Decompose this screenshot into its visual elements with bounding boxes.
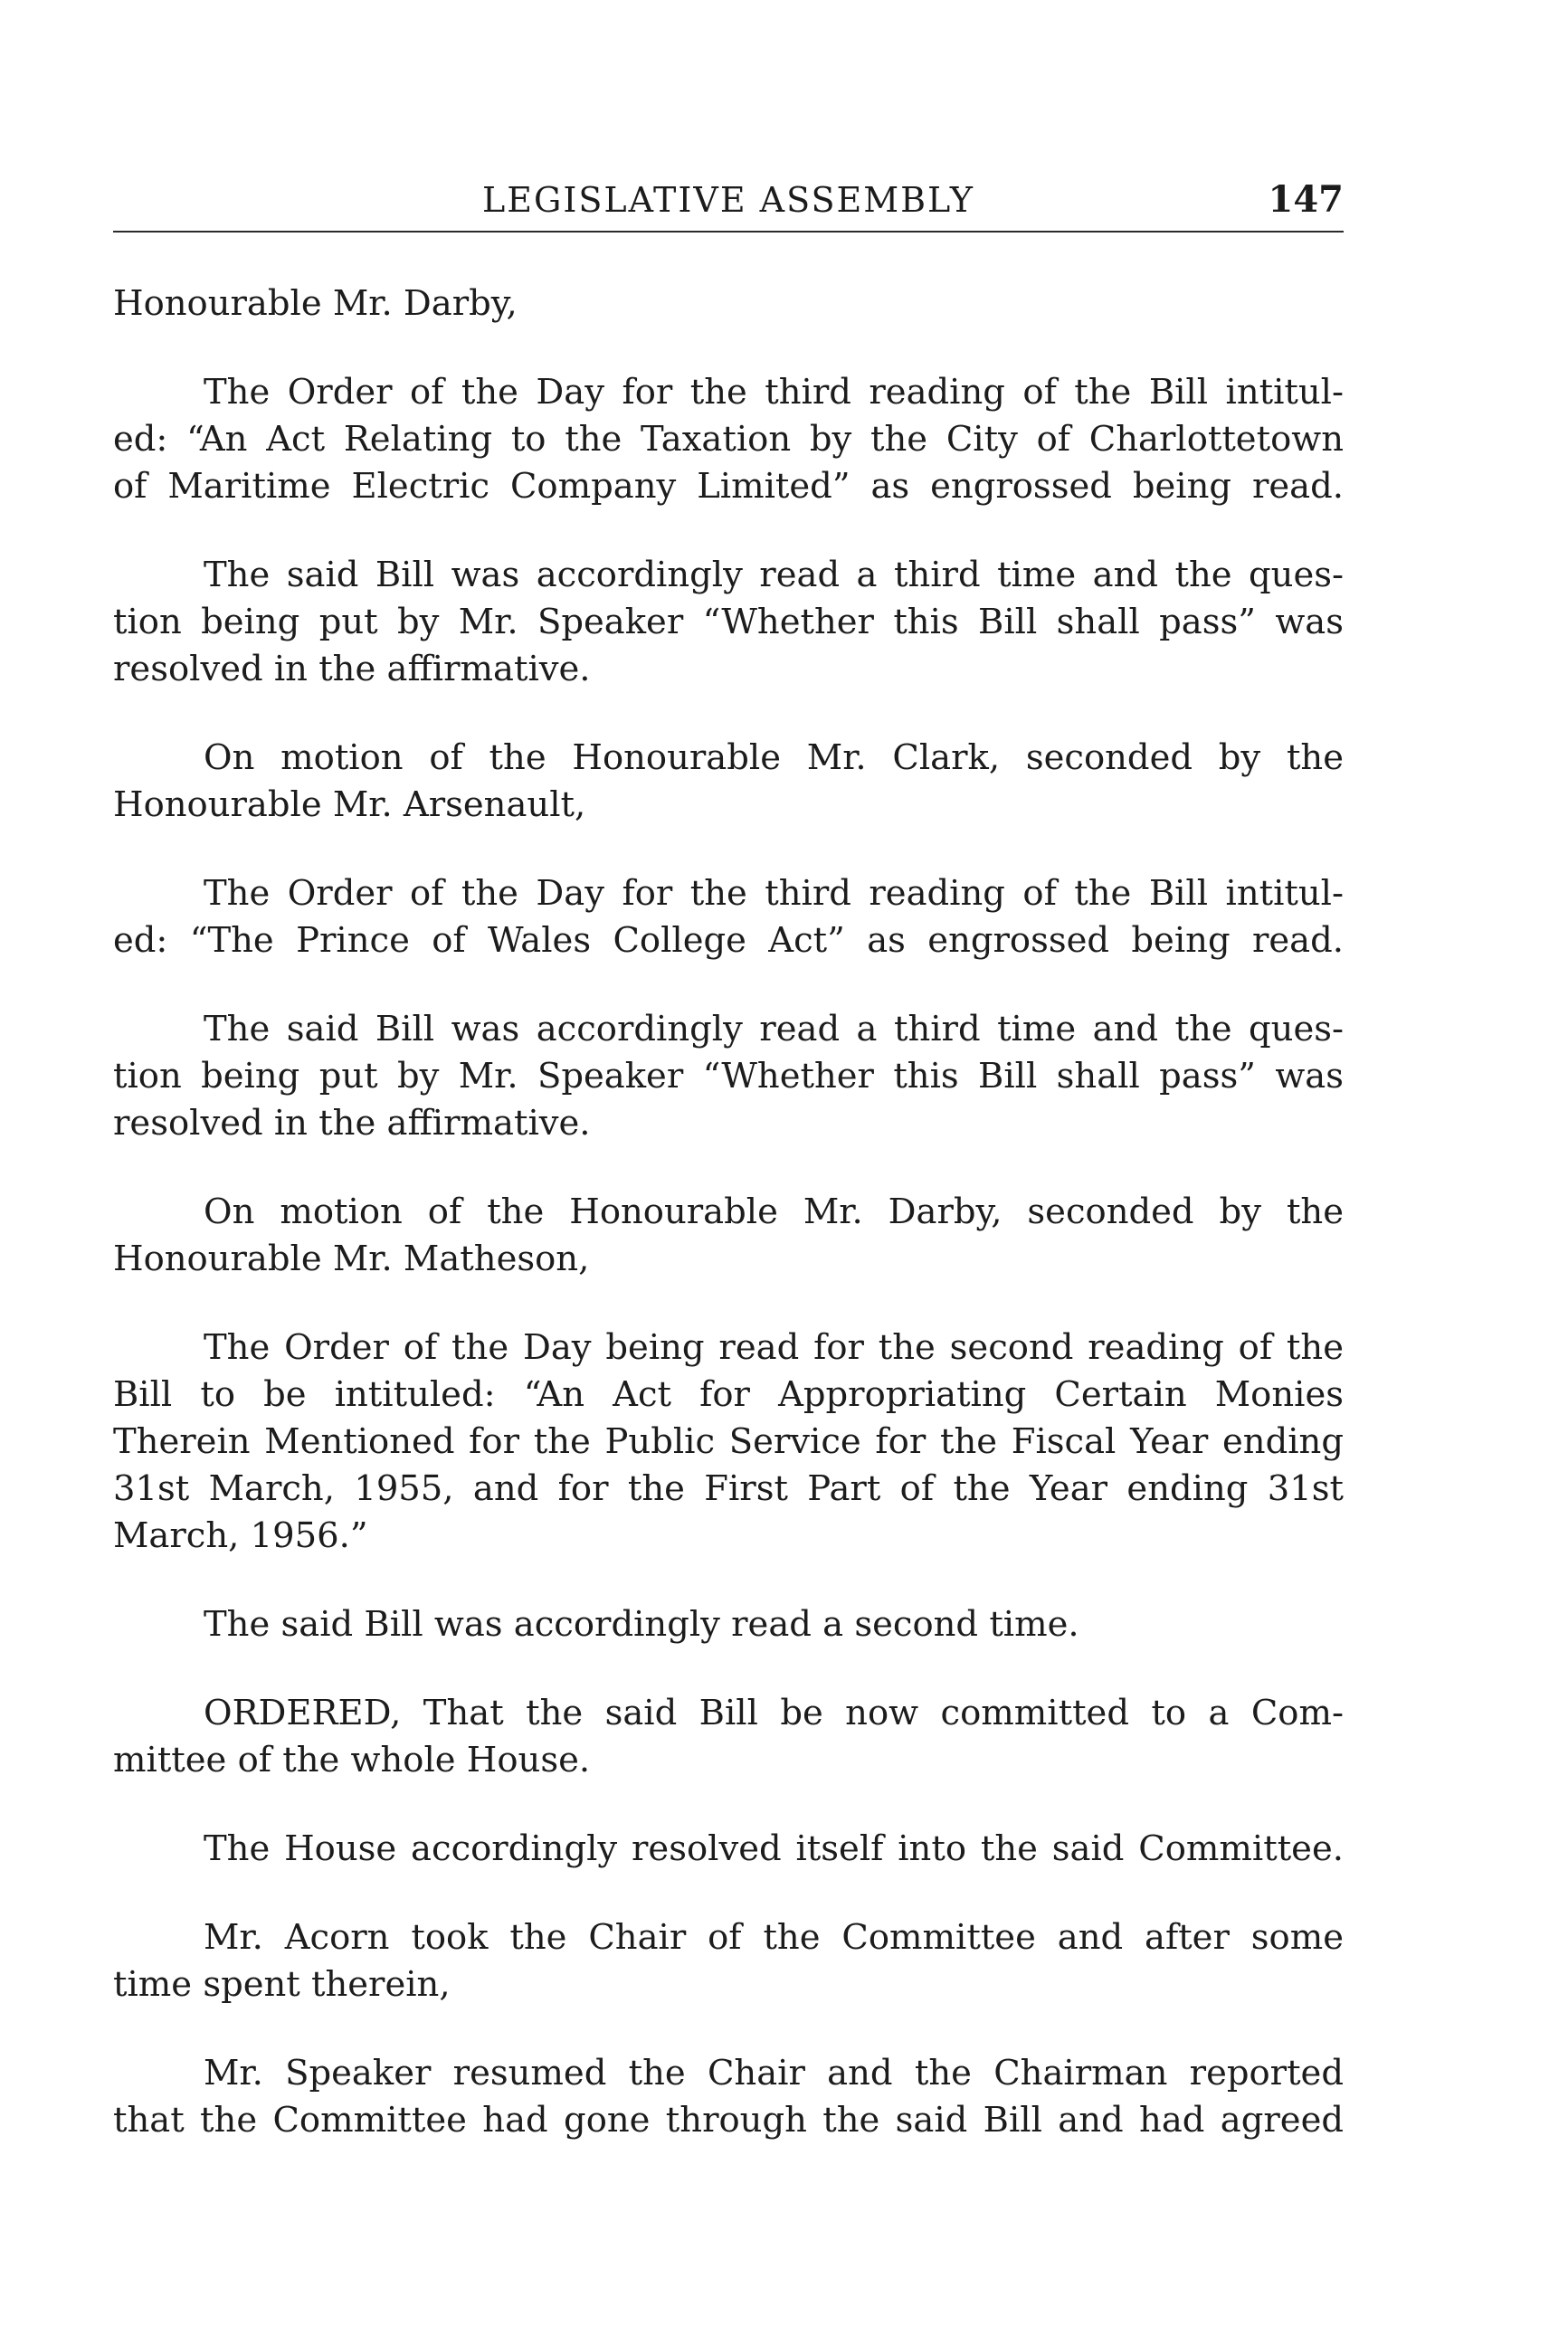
body-text [113,280,1344,2186]
text-line: March, 1956.” [113,1515,368,1556]
text-line: The said Bill was accordingly read a third time and the ques- [204,1009,1344,1049]
paragraph [113,280,1344,328]
running-head: LEGISLATIVE ASSEMBLY [482,180,974,220]
text-line: Mr. Speaker resumed the Chair and the Chairman reported [204,2053,1344,2093]
text-line: mittee of the whole House. [113,1740,591,1780]
text-line: On motion of the Honourable Mr. Clark, seconded by the [204,737,1344,778]
text-line: tion being put by Mr. Speaker “Whether this Bill shall pass” was [113,602,1344,642]
text-line: Honourable Mr. Matheson, [113,1239,590,1279]
text-line: On motion of the Honourable Mr. Darby, seconded by the [204,1191,1344,1232]
text-line: Honourable Mr. Arsenault, [113,784,586,825]
paragraph [113,1690,1344,1784]
text-line: Therein Mentioned for the Public Service for the Fiscal Year ending [113,1421,1344,1462]
text-line: resolved in the affirmative. [113,1103,591,1144]
text-line: The Order of the Day for the third reading of the Bill intitul- [204,873,1344,914]
text-line: ed: “An Act Relating to the Taxation by the City of Charlottetown [113,419,1344,460]
paragraph [113,735,1344,829]
text-line: 31st March, 1955, and for the First Part of the Year ending 31st [113,1468,1344,1509]
text-line: Bill to be intituled: “An Act for Appropriating Certain Monies [113,1374,1344,1415]
text-line: time spent therein, [113,1964,451,2005]
text-line: The Order of the Day for the third reading of the Bill intitul- [204,372,1344,413]
text-line: ORDERED, That the said Bill be now committed to a Com- [204,1693,1344,1733]
page-header [113,176,1344,233]
paragraph [113,1189,1344,1283]
text-line: The House accordingly resolved itself into the said Committee. [204,1828,1344,1869]
paragraph [113,2050,1344,2144]
paragraph [113,1006,1344,1147]
text-line: resolved in the affirmative. [113,649,591,689]
text-line: The said Bill was accordingly read a third time and the ques- [204,555,1344,595]
text-line: of Maritime Electric Company Limited” as engrossed being read. [113,466,1344,507]
text-line: The said Bill was accordingly read a second time. [204,1604,1079,1645]
text-line: that the Committee had gone through the said Bill and had agreed [113,2100,1344,2141]
paragraph [113,1826,1344,1873]
paragraph [113,552,1344,693]
paragraph [113,1914,1344,2008]
paragraph [113,369,1344,510]
paragraph [113,1601,1344,1648]
text-line: Honourable Mr. Darby, [113,283,518,324]
text-line: ed: “The Prince of Wales College Act” as engrossed being read. [113,920,1344,961]
text-line: The Order of the Day being read for the second reading of the [204,1327,1344,1368]
page-number: 147 [1268,178,1344,221]
paragraph [113,1324,1344,1560]
paragraph [113,870,1344,964]
text-line: tion being put by Mr. Speaker “Whether this Bill shall pass” was [113,1056,1344,1097]
text-line: Mr. Acorn took the Chair of the Committee and after some [204,1917,1344,1958]
